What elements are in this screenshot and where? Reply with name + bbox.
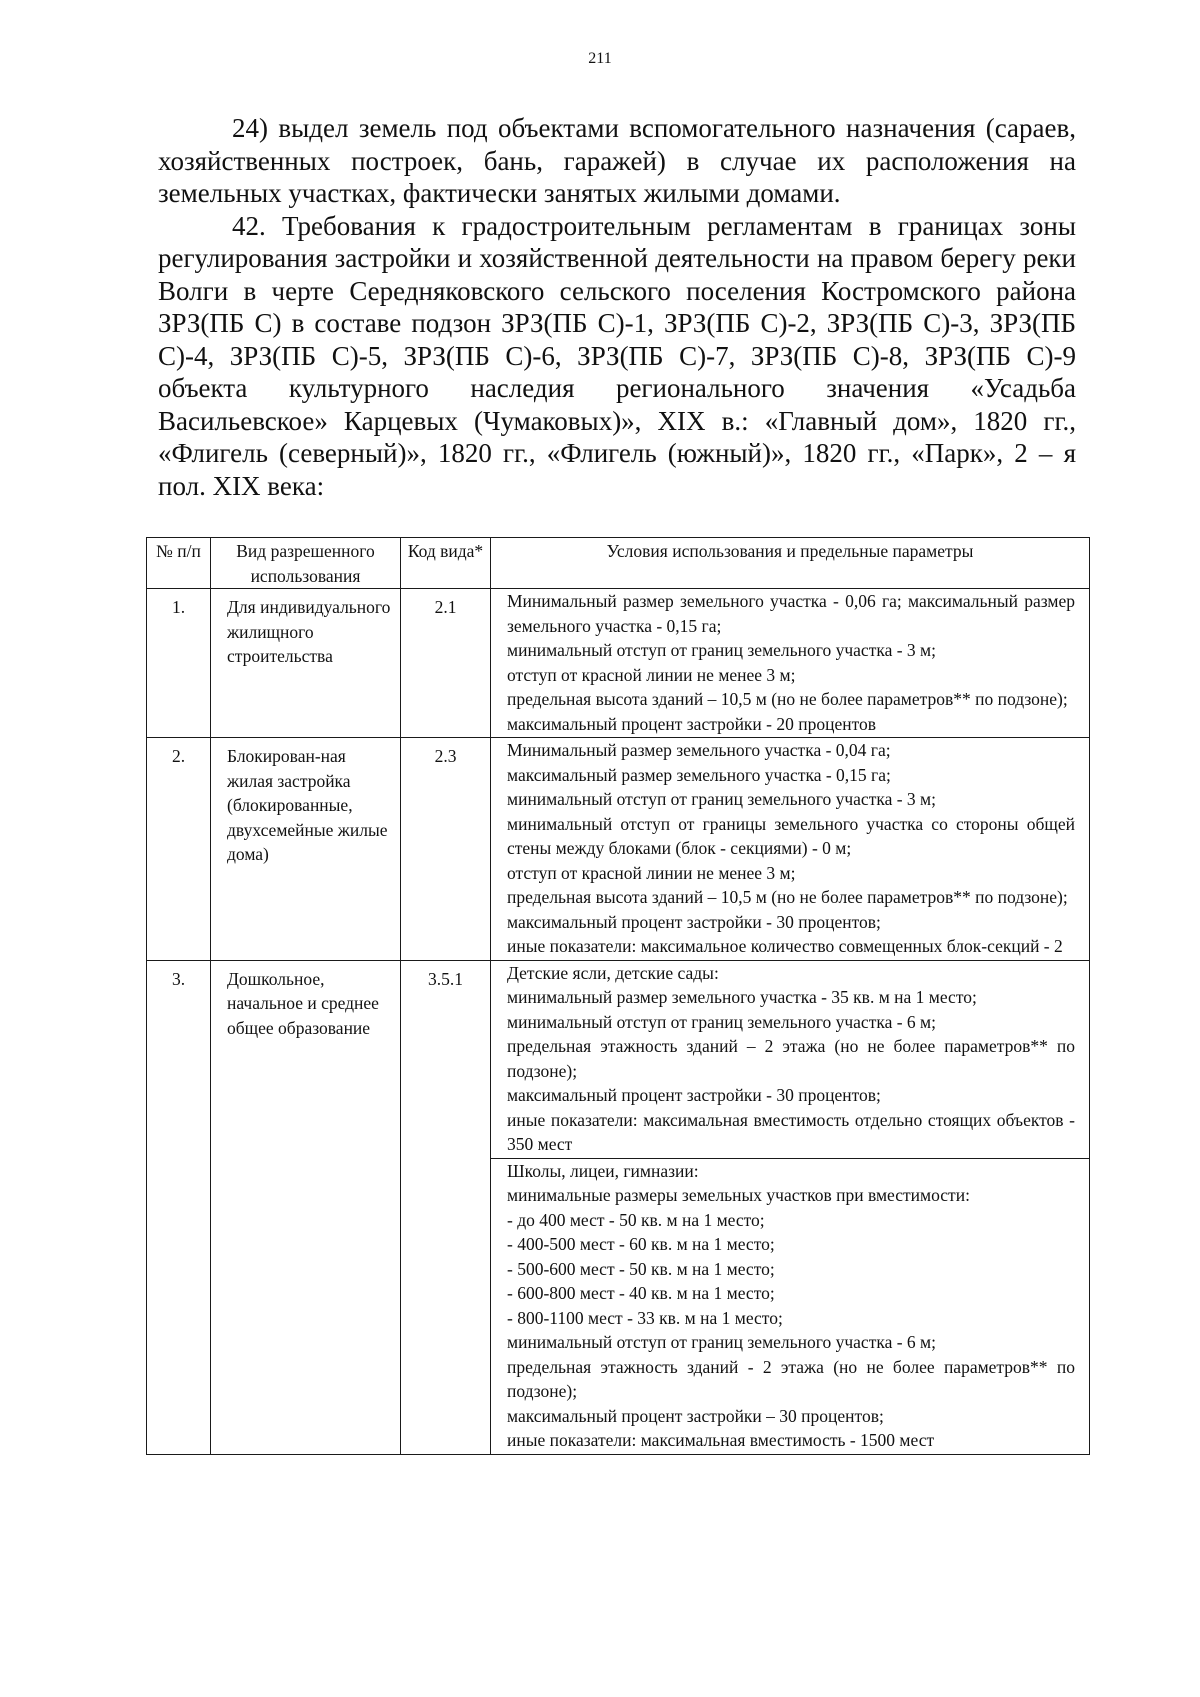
condition-line: Детские ясли, детские сады:: [507, 962, 719, 983]
conditions-cell: [491, 1158, 1090, 1454]
header-num: № п/п: [147, 538, 211, 589]
permitted-use-kind: Дошкольное, начальное и среднее общее образование: [211, 960, 401, 1454]
regulations-table: [146, 537, 1090, 1455]
condition-line: иные показатели: максимальное количество совмещенных блок-секций - 2: [507, 936, 1063, 956]
header-code: Код вида*: [401, 538, 491, 589]
condition-line: максимальный процент застройки - 30 процентов;: [507, 911, 881, 932]
condition-line: минимальный отступ от границ земельного участка - 3 м;: [507, 789, 936, 809]
intro-paragraph-item-42: 42. Требования к градостроительным регламентам в границах зоны регулирования застройки и хозяйственной деятельности на правом берегу реки Волги в черте Середняковского сельского поселения Костромского района ЗРЗ(ПБ С) в составе подзон ЗРЗ(ПБ С)-1, ЗРЗ(ПБ С)-2, ЗРЗ(ПБ С)-3, ЗРЗ(ПБ С)-4, ЗРЗ(ПБ С)-5, ЗРЗ(ПБ С)-6, ЗРЗ(ПБ С)-7, ЗРЗ(ПБ С)-8, ЗРЗ(ПБ С)-9 объекта культурного наследия регионального значения «Усадьба Васильевское» Карцевых (Чумаковых)», XIX в.: «Главный дом», 1820 гг., «Флигель (северный)», 1820 гг., «Флигель (южный)», 1820 гг., «Парк», 2 – я пол. XIX века:: [158, 210, 1076, 501]
condition-line: максимальный процент застройки - 20 процентов: [507, 713, 877, 734]
condition-line: Минимальный размер земельного участка - 0,04 га;: [507, 740, 891, 760]
condition-line: максимальный процент застройки - 30 процентов;: [507, 1085, 881, 1105]
header-conditions: Условия использования и предельные параметры: [491, 538, 1090, 589]
table-row: [147, 960, 1090, 1158]
condition-line: - 800-1100 мест - 33 кв. м на 1 место;: [507, 1307, 783, 1328]
condition-line: предельная высота зданий – 10,5 м (но не более параметров** по подзоне);: [507, 887, 1068, 907]
condition-line: отступ от красной линии не менее 3 м;: [507, 664, 796, 685]
condition-line: иные показатели: максимальная вместимость отдельно стоящих объектов - 350 мест: [507, 1109, 1075, 1154]
condition-line: минимальный размер земельного участка - 35 кв. м на 1 место;: [507, 987, 977, 1007]
condition-line: - 500-600 мест - 50 кв. м на 1 место;: [507, 1258, 775, 1279]
table-row: [147, 738, 1090, 961]
condition-line: иные показатели: максимальная вместимость - 1500 мест: [507, 1430, 935, 1450]
row-number: 2.: [147, 738, 211, 961]
table-row: [147, 589, 1090, 738]
use-kind-code: 2.3: [401, 738, 491, 961]
condition-line: Минимальный размер земельного участка - 0,06 га; максимальный размер земельного участка - 0,15 га;: [507, 591, 1075, 636]
table-header-row: [147, 538, 1090, 589]
intro-text: [158, 112, 1076, 502]
conditions-cell: [491, 738, 1090, 961]
use-kind-code: 2.1: [401, 589, 491, 738]
condition-line: максимальный размер земельного участка - 0,15 га;: [507, 764, 891, 785]
condition-line: - до 400 мест - 50 кв. м на 1 место;: [507, 1209, 765, 1230]
condition-line: минимальный отступ от границы земельного участка со стороны общей стены между блоками (блок - секциями) - 0 м;: [507, 813, 1075, 858]
condition-line: отступ от красной линии не менее 3 м;: [507, 862, 796, 883]
condition-line: - 400-500 мест - 60 кв. м на 1 место;: [507, 1234, 775, 1254]
table-body: [147, 589, 1090, 1455]
condition-line: предельная этажность зданий – 2 этажа (но не более параметров** по подзоне);: [507, 1036, 1075, 1081]
condition-line: предельная этажность зданий - 2 этажа (но не более параметров** по подзоне);: [507, 1356, 1075, 1401]
permitted-use-kind: Для индивидуального жилищного строительства: [211, 589, 401, 738]
condition-line: - 600-800 мест - 40 кв. м на 1 место;: [507, 1283, 775, 1303]
condition-line: предельная высота зданий – 10,5 м (но не более параметров** по подзоне);: [507, 689, 1068, 709]
use-kind-code: 3.5.1: [401, 960, 491, 1454]
condition-line: Школы, лицеи, гимназии:: [507, 1160, 699, 1181]
condition-line: максимальный процент застройки – 30 процентов;: [507, 1405, 884, 1426]
conditions-cell: [491, 960, 1090, 1158]
condition-line: минимальный отступ от границ земельного участка - 3 м;: [507, 640, 936, 660]
condition-line: минимальный отступ от границ земельного участка - 6 м;: [507, 1332, 936, 1352]
condition-line: минимальные размеры земельных участков при вместимости:: [507, 1185, 970, 1205]
conditions-cell: [491, 589, 1090, 738]
intro-paragraph-item-24: 24) выдел земель под объектами вспомогательного назначения (сараев, хозяйственных построек, бань, гаражей) в случае их расположения на земельных участках, фактически занятых жилыми домами.: [158, 113, 1076, 208]
row-number: 1.: [147, 589, 211, 738]
header-kind: Вид разрешенного использования: [211, 538, 401, 589]
permitted-use-kind: Блокирован-ная жилая застройка (блокированные, двухсемейные жилые дома): [211, 738, 401, 961]
condition-line: минимальный отступ от границ земельного участка - 6 м;: [507, 1011, 936, 1032]
row-number: 3.: [147, 960, 211, 1454]
page-number: 211: [588, 50, 612, 67]
